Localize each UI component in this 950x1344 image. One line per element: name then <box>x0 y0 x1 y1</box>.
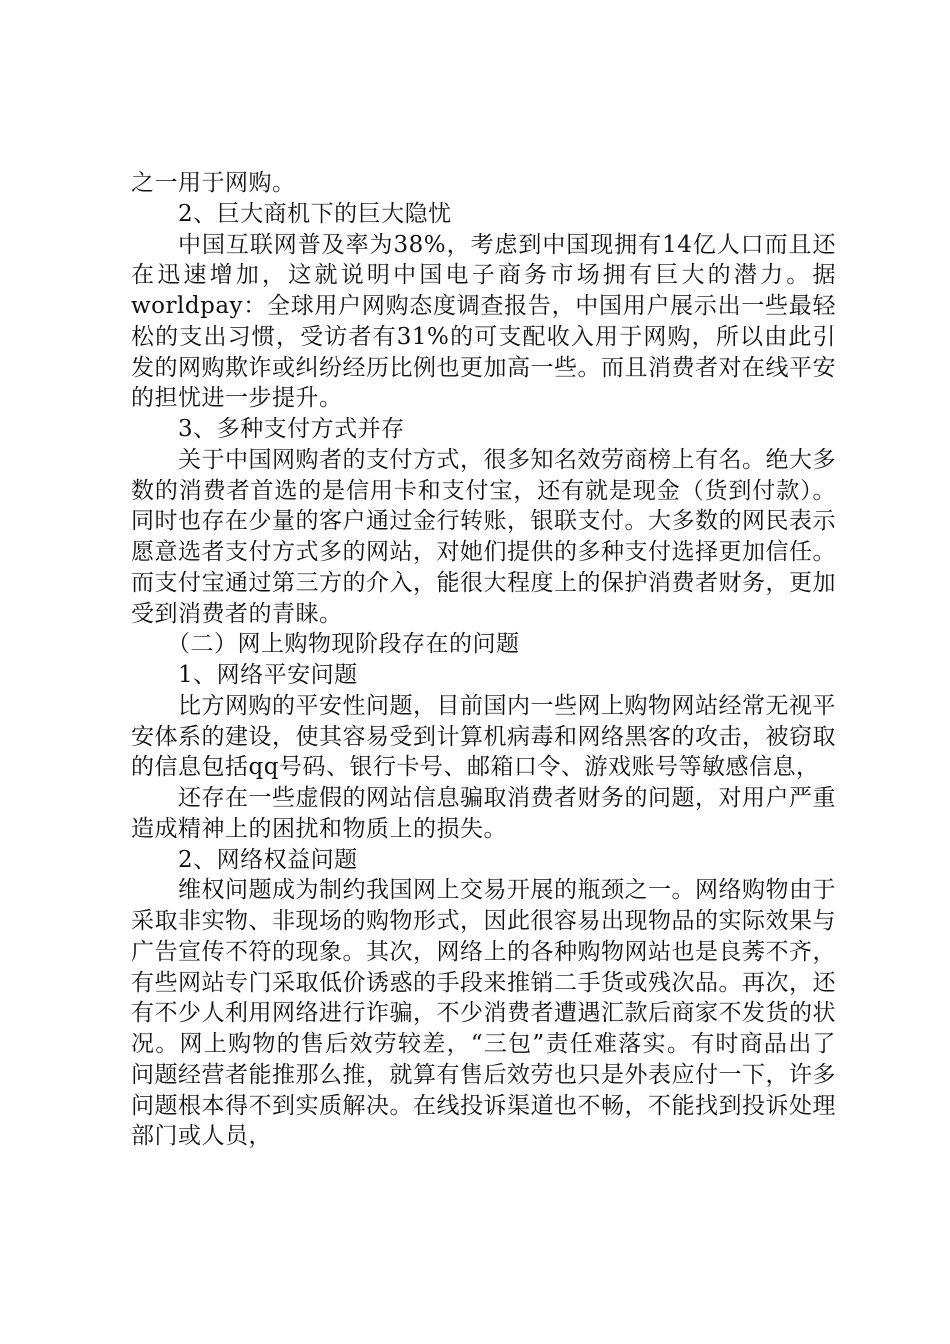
section-heading-3: 3、多种支付方式并存 <box>178 416 405 442</box>
paragraph-continuation: 之一用于网购。 <box>131 170 296 196</box>
paragraph-security-issues: 比方网购的平安性问题，目前国内一些网上购物网站经常无视平安体系的建设，使其容易受到计算机病毒和网络黑客的攻击，被窃取的信息包括qq号码、银行卡号、邮箱口令、游戏账号等敏感信息， <box>131 692 836 781</box>
section-heading-part-2: （二）网上购物现阶段存在的问题 <box>167 631 520 658</box>
section-heading-2: 2、巨大商机下的巨大隐忧 <box>178 200 452 227</box>
document-body <box>131 168 836 1152</box>
section-heading-network-rights: 2、网络权益问题 <box>178 846 358 873</box>
paragraph-internet-penetration: 中国互联网普及率为38%，考虑到中国现拥有14亿人口而且还在迅速增加，这就说明中国电子商务市场拥有巨大的潜力。据worldpay：全球用户网购态度调查报告，中国用户展示出一些最轻松的支出习惯，受访者有31%的可支配收入用于网购，所以由此引发的网购欺诈或纠纷经历比例也更加高一些。而且消费者对在线平安的担忧进一步提升。 <box>131 231 836 412</box>
section-heading-network-security: 1、网络平安问题 <box>178 662 358 688</box>
paragraph-rights-issues: 维权问题成为制约我国网上交易开展的瓶颈之一。网络购物由于采取非实物、非现场的购物形式，因此很容易出现物品的实际效果与广告宣传不符的现象。其次，网络上的各种购物网站也是良莠不齐，有些网站专门采取低价诱惑的手段来推销二手货或残次品。再次，还有不少人利用网络进行诈骗，不少消费者遭遇汇款后商家不发货的状况。网上购物的售后效劳较差，“三包”责任难落实。有时商品出了问题经营者能推那么推，就算有售后效劳也只是外表应付一下，许多问题根本得不到实质解决。在线投诉渠道也不畅，不能找到投诉处理部门或人员， <box>131 877 836 1150</box>
paragraph-payment-methods: 关于中国网购者的支付方式，很多知名效劳商榜上有名。绝大多数的消费者首选的是信用卡和支付宝，还有就是现金（货到付款）。同时也存在少量的客户通过金行转账，银联支付。大多数的网民表示愿意选者支付方式多的网站，对她们提供的多种支付选择更加信任。而支付宝通过第三方的介入，能很大程度上的保护消费者财务，更加受到消费者的青睐。 <box>131 446 836 627</box>
paragraph-fake-websites: 还存在一些虚假的网站信息骗取消费者财务的问题，对用户严重造成精神上的困扰和物质上的损失。 <box>131 785 836 842</box>
